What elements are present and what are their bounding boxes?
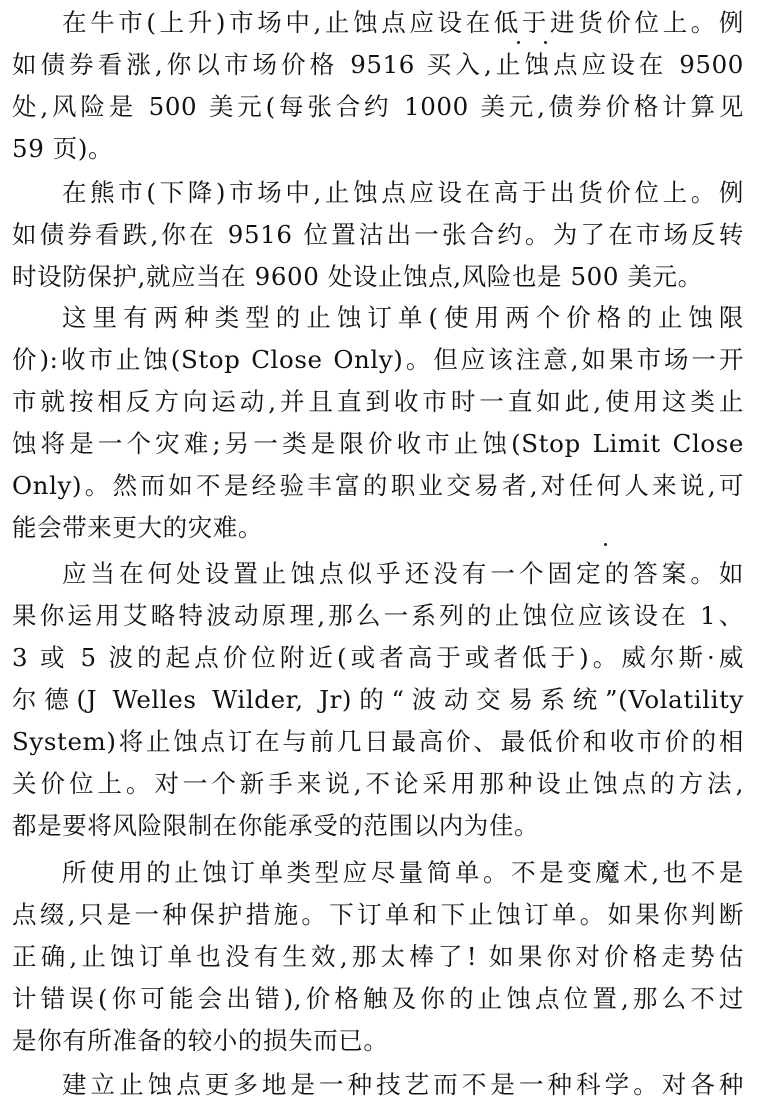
paragraph-art-not-science (12, 1064, 744, 1106)
text-line: 都是要将风险限制在你能承受的范围以内为佳。 (12, 811, 540, 840)
text-line: 如债券看涨,你以市场价格 9516 买入,止蚀点应设在 9500 (12, 50, 744, 79)
emphasis-dot (517, 41, 520, 44)
emphasis-dot (544, 41, 547, 44)
text-line: 59 页)。 (12, 134, 114, 163)
text-line: 计错误(你可能会出错),价格触及你的止蚀点位置,那么不过 (12, 984, 744, 1013)
text-line: 点缀,只是一种保护措施。下订单和下止蚀订单。如果你判断 (12, 900, 744, 929)
text-line: 所使用的止蚀订单类型应尽量简单。不是变魔术,也不是 (62, 858, 744, 887)
text-line: 关价位上。对一个新手来说,不论采用那种设止蚀点的方法, (12, 769, 744, 798)
text-line: 果你运用艾略特波动原理,那么一系列的止蚀位应该设在 1、 (12, 601, 744, 630)
text-line: 建立止蚀点更多地是一种技艺而不是一种科学。对各种 (62, 1070, 744, 1099)
paragraph-bear-market-stop (12, 172, 744, 298)
text-line: 市就按相反方向运动,并且直到收市时一直如此,使用这类止 (12, 387, 744, 416)
text-line: Only)。然而如不是经验丰富的职业交易者,对任何人来说,可 (12, 471, 744, 500)
text-line: 3 或 5 波的起点价位附近(或者高于或者低于)。威尔斯·威 (12, 643, 744, 672)
stray-dot (604, 543, 607, 546)
paragraph-keep-it-simple (12, 852, 744, 1062)
paragraph-where-to-set-stops (12, 553, 744, 847)
text-line: 尔德(J Welles Wilder, Jr)的“波动交易系统”(Volatility (12, 685, 744, 714)
text-line: 是你有所准备的较小的损失而已。 (12, 1026, 389, 1055)
text-line: 蚀将是一个灾难;另一类是限价收市止蚀(Stop Limit Close (12, 429, 744, 458)
text-line: 时设防保护,就应当在 9600 处设止蚀点,风险也是 500 美元。 (12, 262, 703, 291)
text-line: 价):收市止蚀(Stop Close Only)。但应该注意,如果市场一开 (12, 345, 744, 374)
text-line: 能会带来更大的灾难。 (12, 513, 263, 542)
text-line: 应当在何处设置止蚀点似乎还没有一个固定的答案。如 (62, 559, 744, 588)
text-line: 在熊市(下降)市场中,止蚀点应设在高于出货价位上。例 (62, 178, 744, 207)
text-line: 这里有两种类型的止蚀订单(使用两个价格的止蚀限 (62, 303, 744, 332)
paragraph-stop-order-types (12, 297, 744, 549)
text-line: System)将止蚀点订在与前几日最高价、最低价和收市价的相 (12, 727, 744, 756)
text-line: 在牛市(上升)市场中,止蚀点应设在低于进货价位上。例 (62, 8, 744, 37)
text-line: 如债券看跌,你在 9516 位置沽出一张合约。为了在市场反转 (12, 220, 744, 249)
text-line: 处,风险是 500 美元(每张合约 1000 美元,债券价格计算见 (12, 92, 744, 121)
paragraph-bull-market-stop (12, 2, 744, 170)
text-line: 正确,止蚀订单也没有生效,那太棒了! 如果你对价格走势估 (12, 942, 744, 971)
